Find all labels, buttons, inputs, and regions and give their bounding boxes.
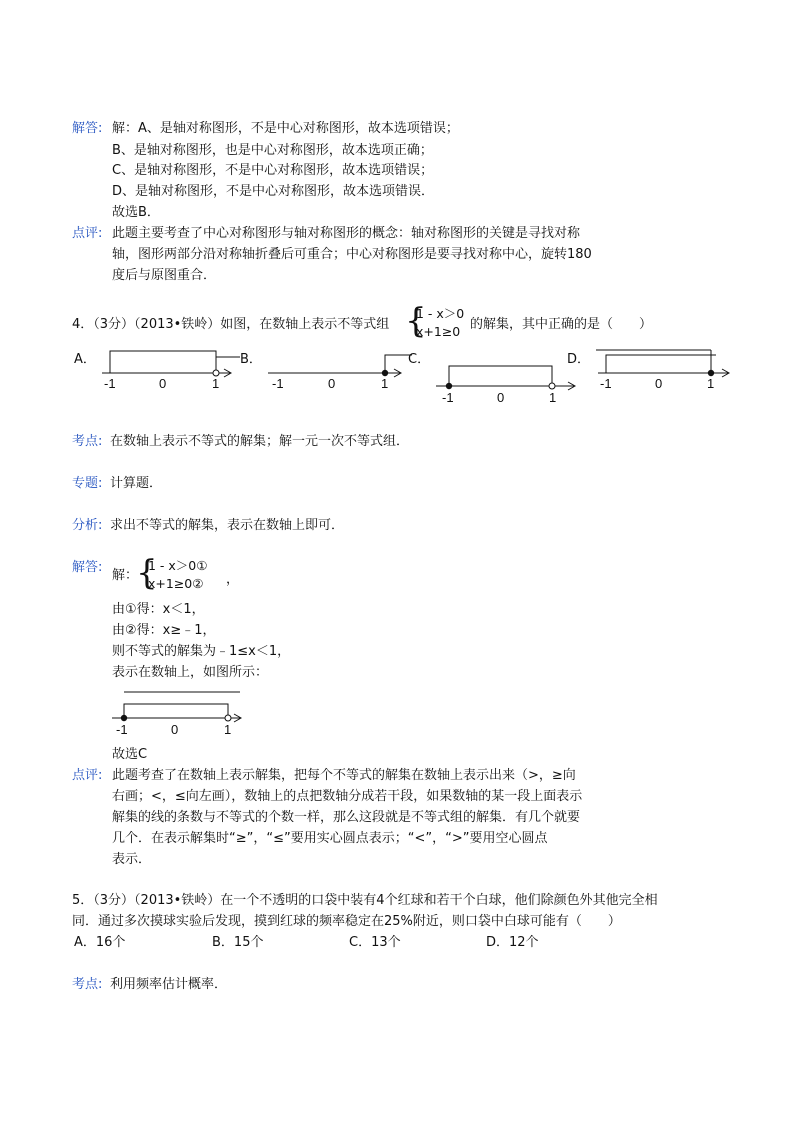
answer-label: 解答: xyxy=(72,560,103,575)
option-c: C．13个 xyxy=(349,935,401,950)
tick-label: 1 xyxy=(707,376,715,391)
answer-line: B、是轴对称图形，也是中心对称图形，故本选项正确； xyxy=(112,143,433,158)
solve-prefix: 解： xyxy=(112,568,139,583)
comment-line: 右画；<，≤向左画），数轴上的点把数轴分成若干段，如果数轴的某一段上面表示 xyxy=(112,789,583,804)
tick-label: 1 xyxy=(224,722,232,737)
number-line-c xyxy=(434,362,584,408)
comment-label: 点评: xyxy=(72,768,103,783)
tick-label: 1 xyxy=(381,376,389,391)
zhuanti-label: 专题: xyxy=(72,476,103,491)
comment-line: 几个．在表示解集时“≥”，“≤”要用实心圆点表示；“<”，“>”要用空心圆点 xyxy=(112,831,548,846)
inequality-1: 1 - x＞0 xyxy=(416,306,465,321)
solution-step: 由②得：x≥﹣1， xyxy=(112,623,216,638)
tick-label: 0 xyxy=(159,376,167,391)
kaodian-label: 考点: xyxy=(72,434,103,449)
answer-line: 故选B． xyxy=(112,205,160,220)
answer-line: D、是轴对称图形，不是中心对称图形，故本选项错误． xyxy=(112,184,435,199)
tick-label: -1 xyxy=(272,376,284,391)
tick-label: 0 xyxy=(497,390,505,405)
choose-answer: 故选C xyxy=(112,747,148,762)
question-stem-suffix: 的解集，其中正确的是（ ） xyxy=(470,317,653,332)
option-d: D．12个 xyxy=(486,935,539,950)
zhuanti-text: 计算题． xyxy=(110,476,163,491)
answer-line: 解：A、是轴对称图形，不是中心对称图形，故本选项错误； xyxy=(112,121,459,136)
tick-label: -1 xyxy=(104,376,116,391)
tick-label: 0 xyxy=(171,722,179,737)
solve-system xyxy=(148,557,207,593)
answer-label: 解答: xyxy=(72,121,103,136)
question-stem: 4．（3分）（2013•铁岭）如图，在数轴上表示不等式组 xyxy=(72,317,390,332)
option-a: A．16个 xyxy=(74,935,126,950)
option-c-label: C． xyxy=(408,352,431,367)
comment-line: 度后与原图重合． xyxy=(112,268,217,283)
tick-label: 0 xyxy=(328,376,336,391)
option-b-label: B． xyxy=(240,352,262,367)
option-a-label: A． xyxy=(74,352,96,367)
tick-label: -1 xyxy=(442,390,454,405)
solution-step: 表示在数轴上，如图所示： xyxy=(112,665,269,680)
solve-inequality-1: 1 - x＞0① xyxy=(148,558,208,573)
tick-label: 0 xyxy=(655,376,663,391)
answer-line: C、是轴对称图形，不是中心对称图形，故本选项错误； xyxy=(112,163,434,178)
solution-number-line xyxy=(110,688,250,740)
solve-suffix: ， xyxy=(226,572,240,587)
number-line-d xyxy=(596,345,736,391)
comment-line: 此题主要考查了中心对称图形与轴对称图形的概念：轴对称图形的关键是寻找对称 xyxy=(112,226,581,241)
number-line-b xyxy=(266,345,414,391)
option-d-label: D． xyxy=(567,352,591,367)
brace-icon: { xyxy=(136,553,158,593)
kaodian-label: 考点: xyxy=(72,977,103,992)
fenxi-text: 求出不等式的解集，表示在数轴上即可． xyxy=(110,518,345,533)
tick-label: 1 xyxy=(212,376,220,391)
comment-label: 点评: xyxy=(72,226,103,241)
fenxi-label: 分析: xyxy=(72,518,103,533)
tick-label: -1 xyxy=(600,376,612,391)
kaodian-text: 在数轴上表示不等式的解集；解一元一次不等式组． xyxy=(110,434,410,449)
comment-line: 表示． xyxy=(112,852,152,867)
tick-label: -1 xyxy=(116,722,128,737)
solve-inequality-2: x+1≥0② xyxy=(148,576,204,591)
number-line-a xyxy=(100,345,240,391)
inequality-system xyxy=(416,305,464,341)
option-b: B．15个 xyxy=(212,935,264,950)
tick-label: 1 xyxy=(549,390,557,405)
inequality-2: x+1≥0 xyxy=(416,324,461,339)
kaodian-text: 利用频率估计概率． xyxy=(110,977,228,992)
question-stem: 同．通过多次摸球实验后发现，摸到红球的频率稳定在25%附近，则口袋中白球可能有（ ） xyxy=(72,914,621,929)
comment-line: 此题考查了在数轴上表示解集，把每个不等式的解集在数轴上表示出来（>，≥向 xyxy=(112,768,576,783)
brace-icon: { xyxy=(405,301,427,341)
question-stem: 5．（3分）（2013•铁岭）在一个不透明的口袋中装有4个红球和若干个白球，他们除颜色外其他完全相 xyxy=(72,893,658,908)
solution-step: 则不等式的解集为﹣1≤x＜1， xyxy=(112,644,291,659)
comment-line: 轴，图形两部分沿对称轴折叠后可重合；中心对称图形是要寻找对称中心，旋转180 xyxy=(112,247,592,262)
comment-line: 解集的线的条数与不等式的个数一样，那么这段就是不等式组的解集．有几个就要 xyxy=(112,810,581,825)
solution-step: 由①得：x＜1， xyxy=(112,602,205,617)
